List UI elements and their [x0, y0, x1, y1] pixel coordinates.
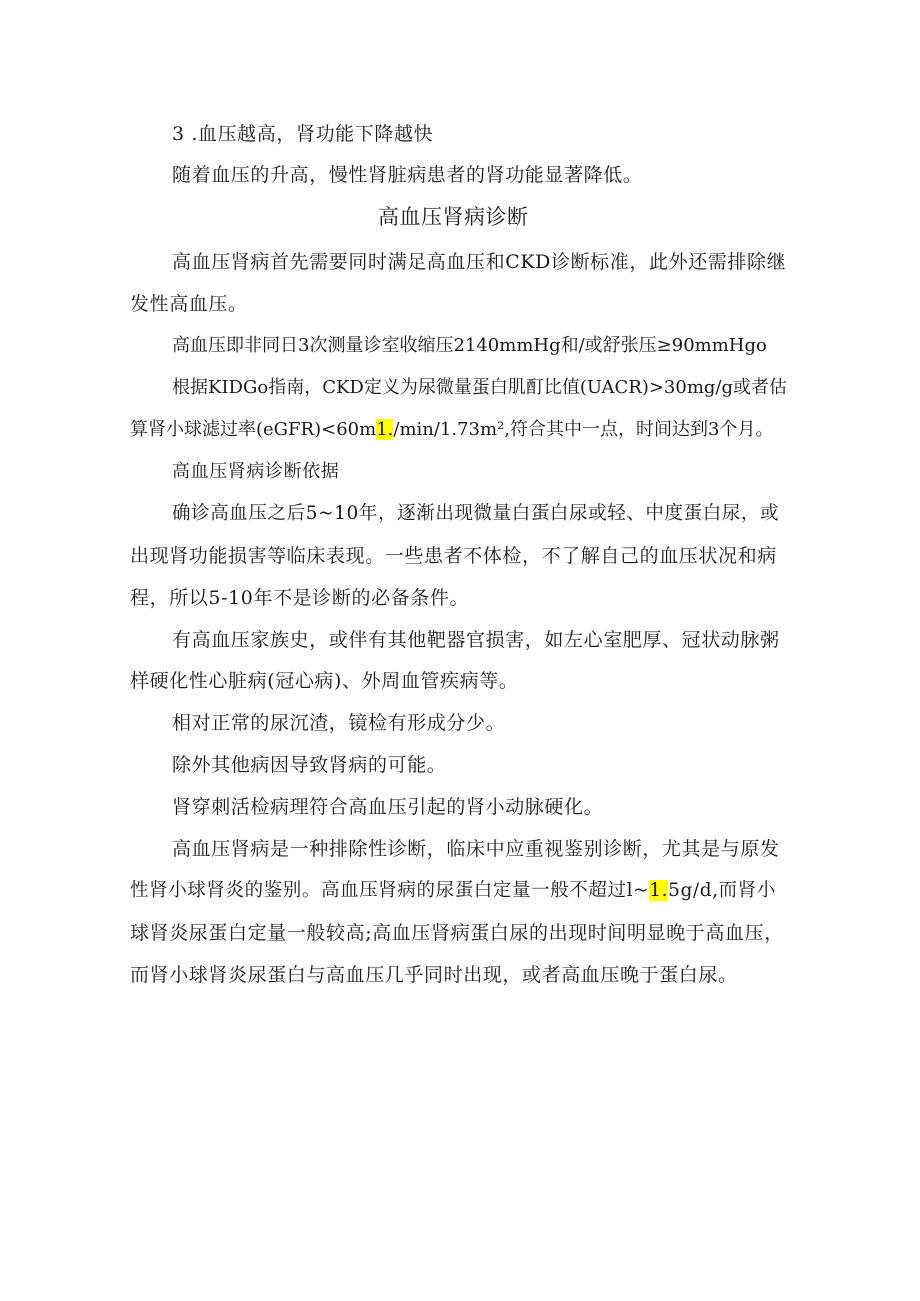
paragraph-line: 程，所以5-10年不是诊断的必备条件。 — [130, 587, 470, 609]
section-item-3: 3 .血压越高，肾功能下降越快 — [172, 123, 434, 145]
paragraph-line: 样硬化性心脏病(冠心病)、外周血管疾病等。 — [130, 670, 519, 692]
paragraph-line: 性肾小球肾炎的鉴别。高血压肾病的尿蛋白定量一般不超过l~1.5g/d,而肾小 — [130, 880, 776, 901]
paragraph-line: 高血压即非同日3次测量诊室收缩压2140mmHg和/或舒张压≥90mmHgo — [172, 335, 767, 356]
paragraph: 随着血压的升高，慢性肾脏病患者的肾功能显著降低。 — [172, 164, 643, 186]
paragraph-line: 确诊高血压之后5~10年，逐渐出现微量白蛋白尿或轻、中度蛋白尿，或 — [172, 503, 780, 524]
paragraph-line: 高血压肾病首先需要同时满足高血压和CKD诊断标准，此外还需排除继 — [172, 251, 787, 273]
paragraph-line: 肾穿刺活检病理符合高血压引起的肾小动脉硬化。 — [172, 796, 604, 818]
highlight-mark: 1. — [376, 419, 394, 440]
section-heading: 高血压肾病诊断 — [378, 205, 529, 229]
paragraph-line: 除外其他病因导致肾病的可能。 — [172, 754, 447, 776]
paragraph-line: 有高血压家族史，或伴有其他靶器官损害，如左心室肥厚、冠状动脉粥 — [172, 629, 780, 651]
paragraph-line: 相对正常的尿沉渣，镜检有形成分少。 — [172, 712, 506, 734]
paragraph-line: 而肾小球肾炎尿蛋白与高血压几乎同时出现，或者高血压晚于蛋白尿。 — [130, 964, 738, 986]
highlight-mark: 1. — [649, 880, 669, 901]
paragraph-line: 算肾小球滤过率(eGFR)<60m1./min/1.73m²,符合其中一点，时间达到3个月。 — [130, 419, 774, 440]
paragraph-line: 出现肾功能损害等临床表现。一些患者不体检，不了解自己的血压状况和病 — [130, 545, 777, 567]
paragraph-line: 球肾炎尿蛋白定量一般较高;高血压肾病蛋白尿的出现时间明显晚于高血压， — [130, 922, 784, 944]
subsection-heading: 高血压肾病诊断依据 — [172, 461, 340, 482]
paragraph-line: 根据KIDGo指南，CKD定义为尿微量蛋白肌酊比值(UACR)>30mg/g或者估 — [172, 377, 788, 398]
paragraph-line: 发性高血压。 — [130, 293, 248, 315]
paragraph-line: 高血压肾病是一种排除性诊断，临床中应重视鉴别诊断，尤其是与原发 — [172, 838, 780, 860]
